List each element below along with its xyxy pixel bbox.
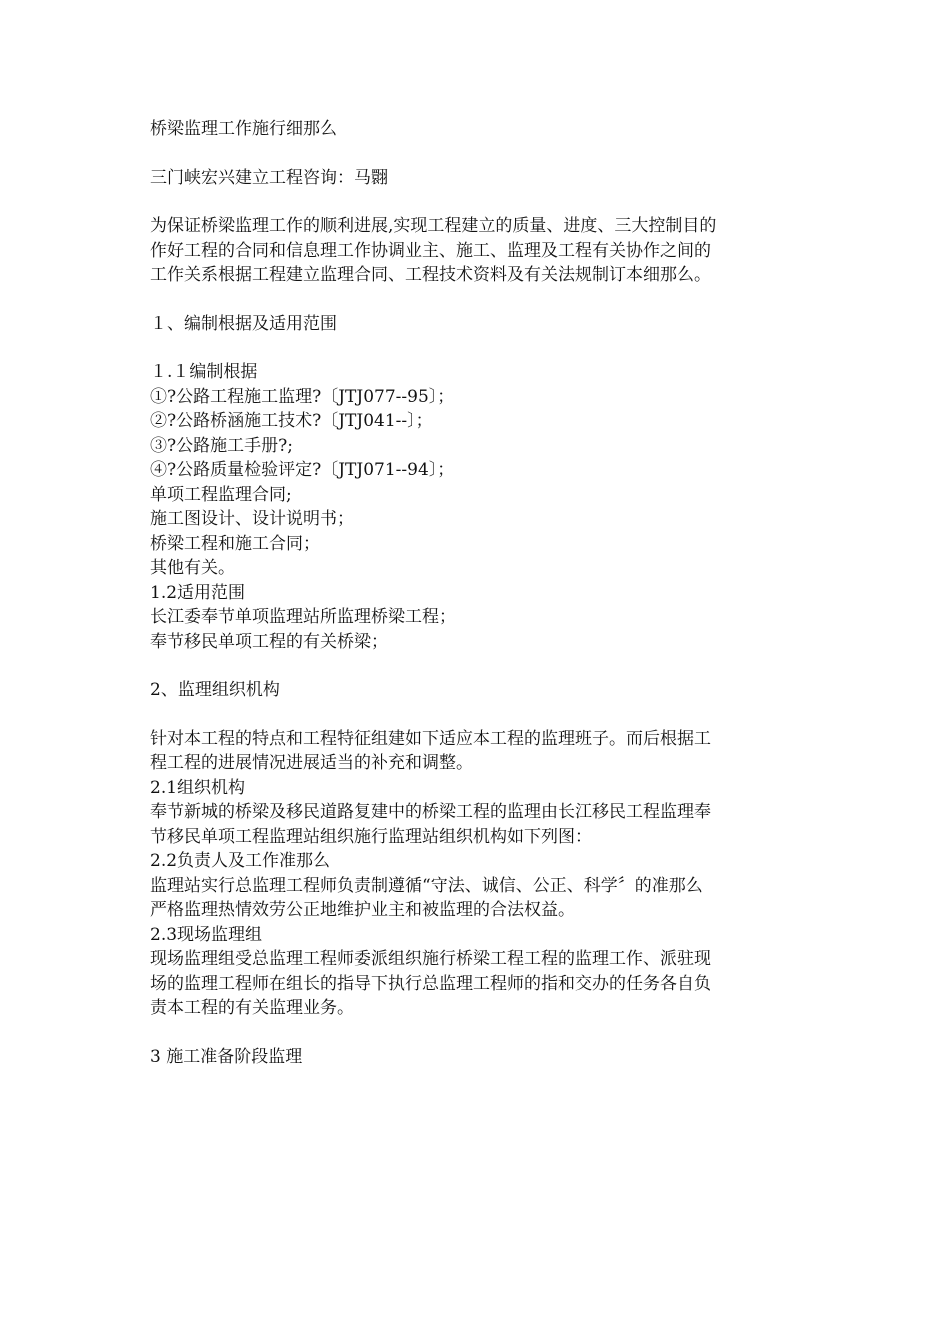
author-line: 三门峡宏兴建立工程咨询：马翾 <box>150 167 388 188</box>
subsection-2-3-heading: 2.3现场监理组 <box>150 924 263 945</box>
list-item: 单项工程监理合同; <box>150 484 292 505</box>
list-item: ④?公路质量检验评定?〔JTJ071--94〕； <box>150 460 455 480</box>
paragraph-line: 奉节新城的桥梁及移民道路复建中的桥梁工程的监理由长江移民工程监理奉 <box>150 802 711 822</box>
subsection-2-1-text <box>150 800 800 849</box>
scope-list <box>150 605 800 654</box>
list-item: 施工图设计、设计说明书； <box>150 509 354 529</box>
intro-line: 为保证桥梁监理工作的顺利进展,实现工程建立的质量、进度、三大控制目的 <box>150 216 717 236</box>
paragraph-line: 现场监理组受总监理工程师委派组织施行桥梁工程工程的监理工作、派驻现 <box>150 949 711 969</box>
list-item: 长江委奉节单项监理站所监理桥梁工程； <box>150 607 456 627</box>
paragraph-line: 程工程的进展情况进展适当的补充和调整。 <box>150 753 473 773</box>
list-item: ①?公路工程施工监理?〔JTJ077--95〕； <box>150 386 455 407</box>
paragraph-line: 责本工程的有关监理业务。 <box>150 998 354 1018</box>
subsection-1-2-heading: 1.2适用范围 <box>150 582 246 603</box>
paragraph-line: 针对本工程的特点和工程特征组建如下适应本工程的监理班子。而后根据工 <box>150 728 711 749</box>
section-2-heading: 2、监理组织机构 <box>150 680 280 700</box>
list-item: ②?公路桥涵施工技术?〔JTJ041--〕； <box>150 411 433 431</box>
paragraph-line: 监理站实行总监理工程师负责制遵循“守法、诚信、公正、科学〞的准那么 <box>150 875 703 896</box>
document-title: 桥梁监理工作施行细那么 <box>150 119 337 139</box>
subsection-1-1-heading: １.１编制根据 <box>150 362 258 382</box>
subsection-2-2-text <box>150 874 800 923</box>
subsection-2-3-text <box>150 947 800 1021</box>
intro-paragraph <box>150 214 800 288</box>
document-page <box>150 117 800 1069</box>
intro-line: 工作关系根据工程建立监理合同、工程技术资料及有关法规制订本细那么。 <box>150 265 711 285</box>
paragraph-line: 严格监理热情效劳公正地维护业主和被监理的合法权益。 <box>150 900 575 920</box>
list-item: 桥梁工程和施工合同； <box>150 533 320 554</box>
subsection-2-2-heading: 2.2负责人及工作准那么 <box>150 851 331 871</box>
list-item: 奉节移民单项工程的有关桥梁； <box>150 631 388 652</box>
list-item: 其他有关。 <box>150 558 235 578</box>
list-item: ③?公路施工手册?; <box>150 435 293 456</box>
intro-line: 作好工程的合同和信息理工作协调业主、施工、监理及工程有关协作之间的 <box>150 240 711 261</box>
basis-list <box>150 385 800 581</box>
section-3-heading: 3 施工准备阶段监理 <box>150 1046 303 1067</box>
section-2-intro <box>150 727 800 776</box>
paragraph-line: 场的监理工程师在组长的指导下执行总监理工程师的指和交办的任务各自负 <box>150 973 711 994</box>
subsection-2-1-heading: 2.1组织机构 <box>150 777 246 798</box>
paragraph-line: 节移民单项工程监理站组织施行监理站组织机构如下列图： <box>150 826 592 847</box>
section-1-heading: １、编制根据及适用范围 <box>150 313 337 334</box>
